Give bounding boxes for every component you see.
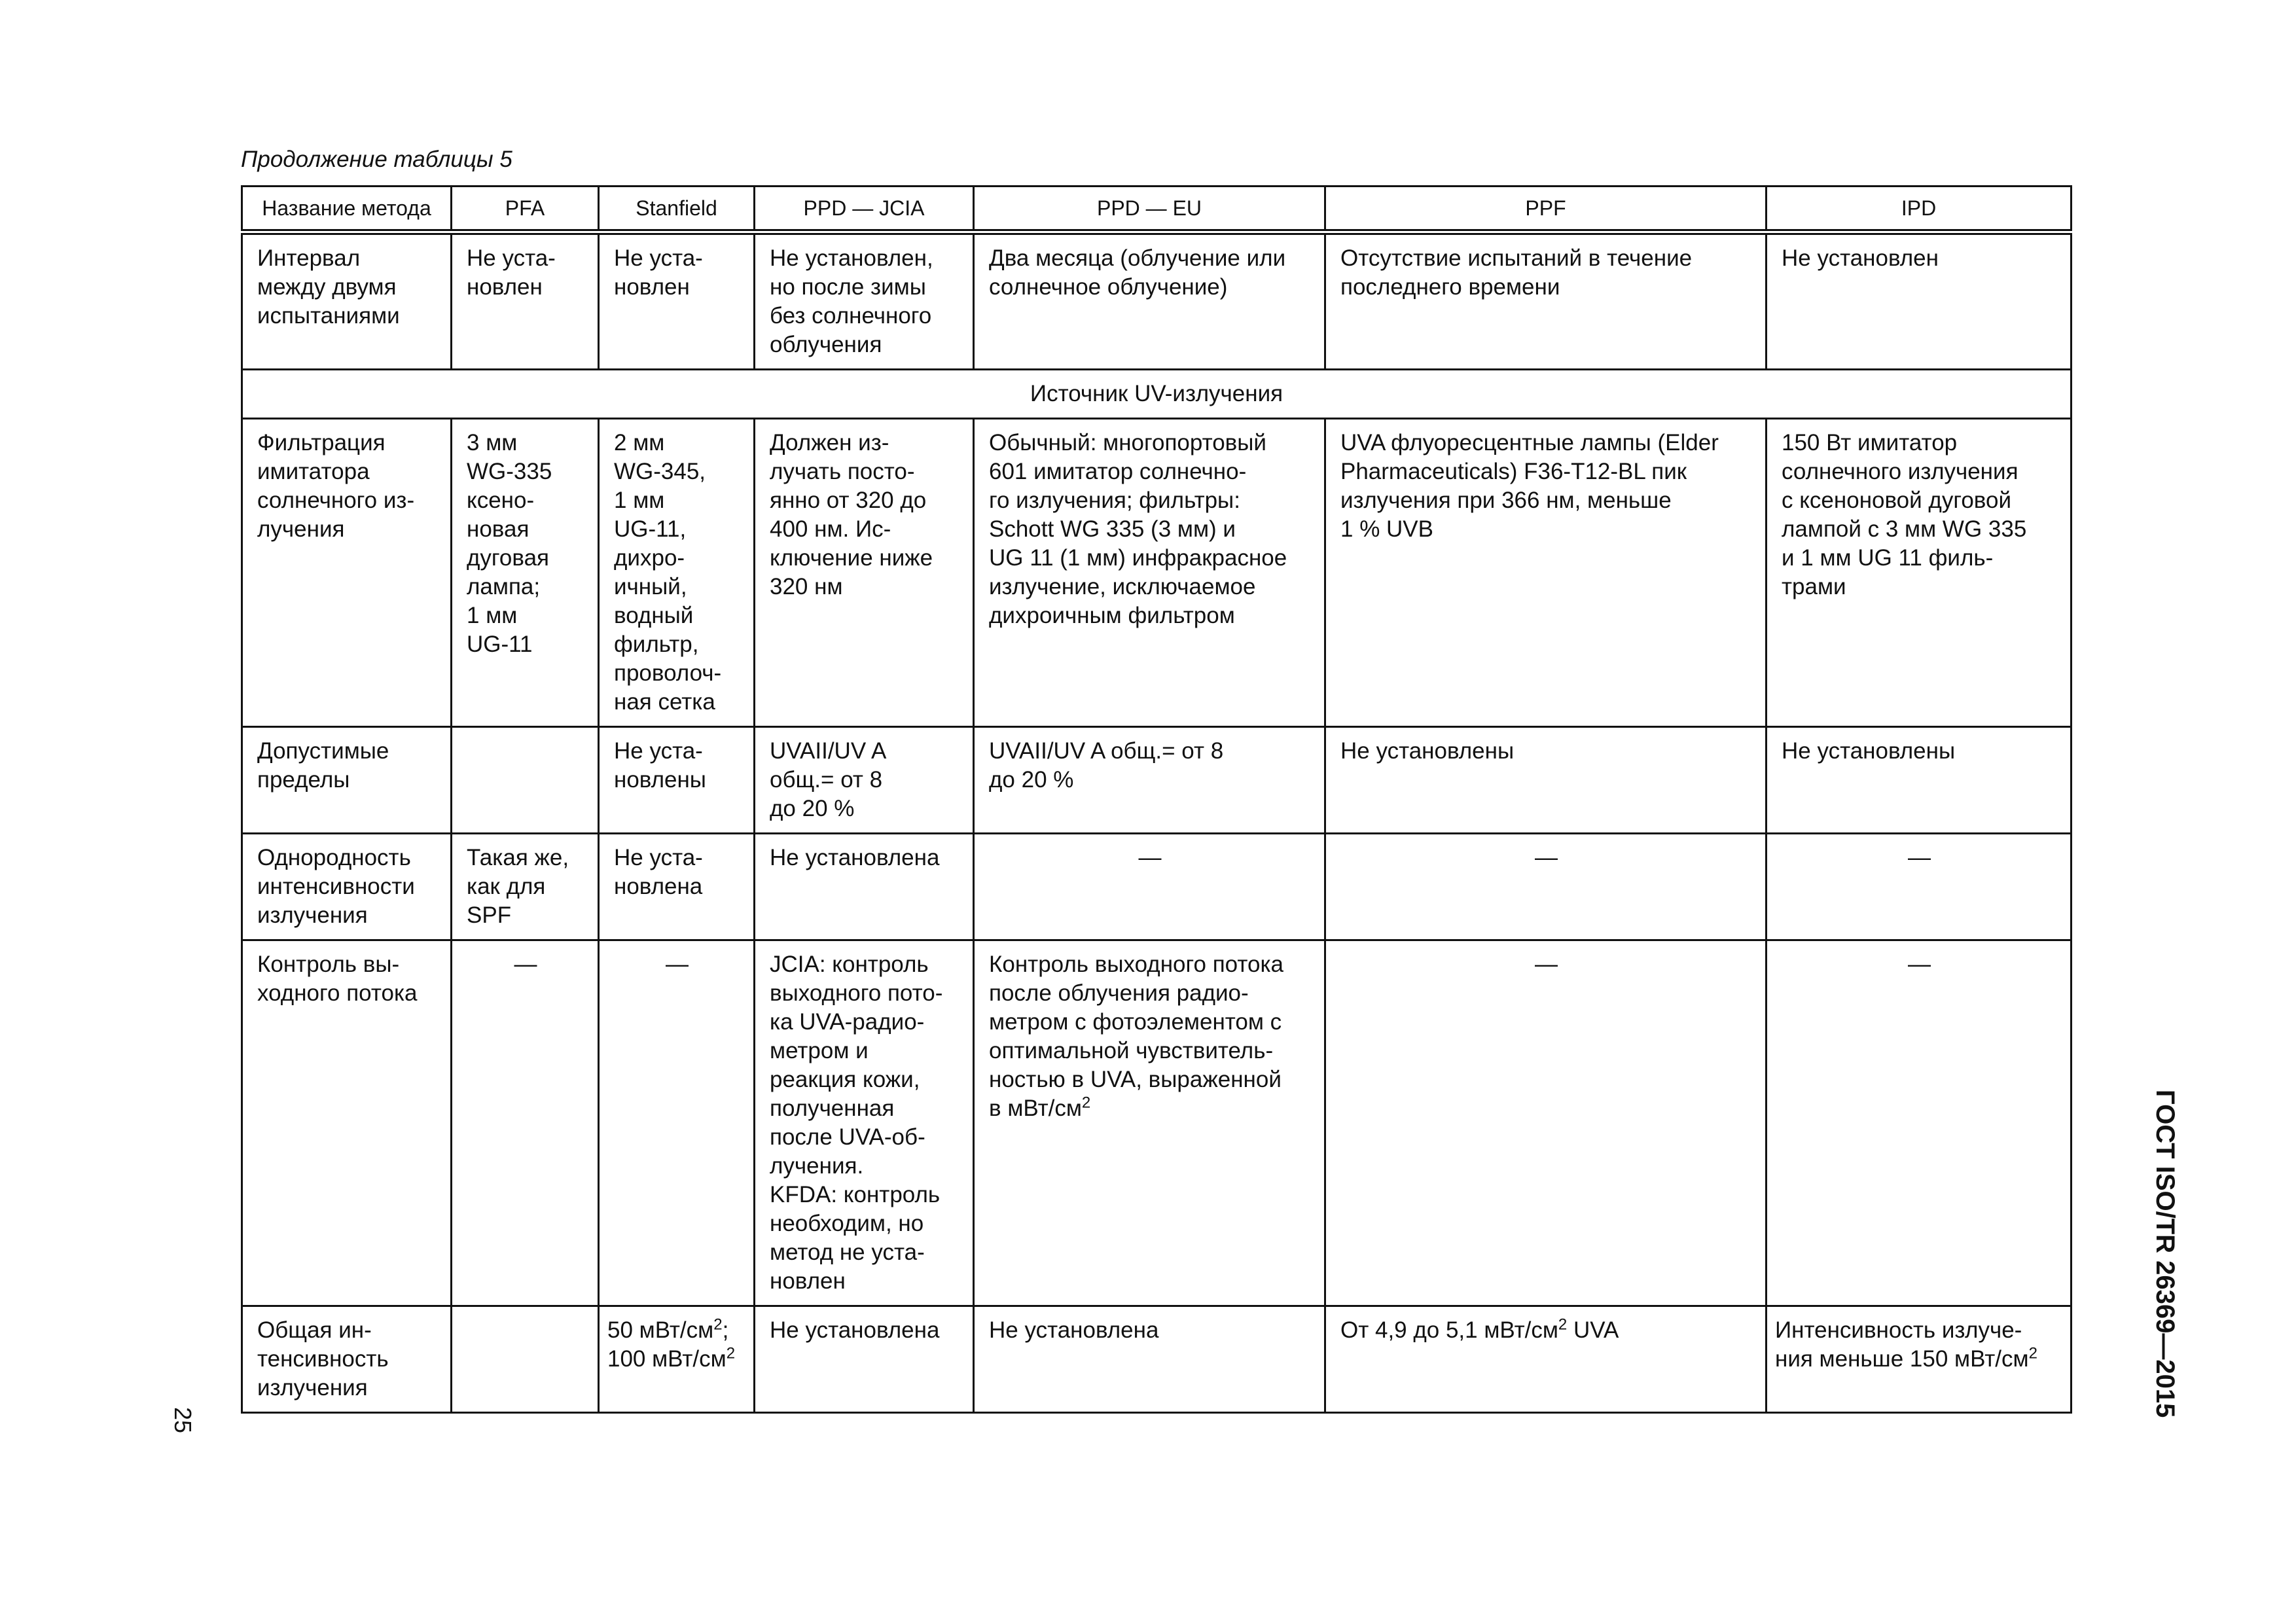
cell-text: UVA bbox=[1567, 1317, 1619, 1343]
header-ppf: PPF bbox=[1325, 187, 1767, 232]
superscript: 2 bbox=[1081, 1094, 1091, 1112]
row-label: Общая ин- тенсивность излучения bbox=[242, 1306, 452, 1413]
table-row-uniformity bbox=[242, 834, 2072, 940]
row-label: Интервал между двумя испытаниями bbox=[242, 232, 452, 370]
table-row-interval bbox=[242, 232, 2072, 370]
cell-ppf: Не установлены bbox=[1325, 727, 1767, 834]
cell-text: Интенсивность излуче- ния меньше 150 мВт/см bbox=[1775, 1317, 2029, 1372]
cell-ppf: — bbox=[1325, 834, 1767, 940]
cell-ppd-eu bbox=[974, 940, 1325, 1306]
table-row-total bbox=[242, 1306, 2072, 1413]
document-standard-title: ГОСТ ISO/TR 26369—2015 bbox=[2151, 1090, 2179, 1418]
cell-ppd-eu: Два месяца (облучение или солнечное облучение) bbox=[974, 232, 1325, 370]
table-row-filtration bbox=[242, 419, 2072, 727]
cell-pfa: Такая же, как для SPF bbox=[452, 834, 599, 940]
cell-ppd-jcia: Должен из- лучать посто- янно от 320 до 400 нм. Ис- ключение ниже 320 нм bbox=[755, 419, 974, 727]
cell-pfa: — bbox=[452, 940, 599, 1306]
cell-ppf: — bbox=[1325, 940, 1767, 1306]
superscript: 2 bbox=[1558, 1315, 1568, 1334]
cell-ppd-jcia: JCIA: контроль выходного пото- ка UVA-радио- метром и реакция кожи, полученная после UVA-об- лучения. KFDA: контроль необходим, но метод не уста- новлен bbox=[755, 940, 974, 1306]
cell-pfa bbox=[452, 727, 599, 834]
header-ppd-eu: PPD — EU bbox=[974, 187, 1325, 232]
cell-stanfield: Не уста- новлена bbox=[599, 834, 755, 940]
table-caption: Продолжение таблицы 5 bbox=[241, 147, 512, 172]
header-method-name: Название метода bbox=[242, 187, 452, 232]
table-row-limits bbox=[242, 727, 2072, 834]
cell-pfa: Не уста- новлен bbox=[452, 232, 599, 370]
superscript: 2 bbox=[713, 1315, 723, 1334]
cell-text: ; bbox=[722, 1317, 729, 1343]
row-label: Однородность интенсивности излучения bbox=[242, 834, 452, 940]
table-header-row bbox=[242, 187, 2072, 232]
header-pfa: PFA bbox=[452, 187, 599, 232]
cell-ipd bbox=[1767, 1306, 2072, 1413]
cell-text: От 4,9 до 5,1 мВт/см bbox=[1340, 1317, 1558, 1343]
cell-ppd-eu: Обычный: многопортовый 601 имитатор солнечно- го излучения; фильтры: Schott WG 335 (3 мм) и UG 11 (1 мм) инфракрасное излучение, исключаемое дихроичным фильтром bbox=[974, 419, 1325, 727]
cell-ipd: — bbox=[1767, 940, 2072, 1306]
cell-stanfield: Не уста- новлены bbox=[599, 727, 755, 834]
cell-ppd-jcia: Не установлен, но после зимы без солнечного облучения bbox=[755, 232, 974, 370]
row-label: Допустимые пределы bbox=[242, 727, 452, 834]
cell-ppd-eu: Не установлена bbox=[974, 1306, 1325, 1413]
cell-ppd-eu: UVAII/UV A общ.= от 8 до 20 % bbox=[974, 727, 1325, 834]
cell-ipd: Не установлен bbox=[1767, 232, 2072, 370]
cell-ipd: — bbox=[1767, 834, 2072, 940]
cell-ppd-jcia: UVAII/UV A общ.= от 8 до 20 % bbox=[755, 727, 974, 834]
section-title: Источник UV-излучения bbox=[242, 370, 2072, 419]
section-row bbox=[242, 370, 2072, 419]
cell-text: 100 мВт/см bbox=[607, 1346, 726, 1372]
header-ppd-jcia: PPD — JCIA bbox=[755, 187, 974, 232]
cell-stanfield bbox=[599, 1306, 755, 1413]
cell-ppf bbox=[1325, 1306, 1767, 1413]
superscript: 2 bbox=[2028, 1344, 2037, 1363]
row-label: Контроль вы- ходного потока bbox=[242, 940, 452, 1306]
superscript: 2 bbox=[726, 1344, 736, 1363]
cell-stanfield: — bbox=[599, 940, 755, 1306]
cell-stanfield: 2 мм WG-345, 1 мм UG-11, дихро- ичный, водный фильтр, проволоч- ная сетка bbox=[599, 419, 755, 727]
table-row-output bbox=[242, 940, 2072, 1306]
cell-ppd-jcia: Не установлена bbox=[755, 834, 974, 940]
row-label: Фильтрация имитатора солнечного из- лучения bbox=[242, 419, 452, 727]
header-ipd: IPD bbox=[1767, 187, 2072, 232]
page-number: 25 bbox=[170, 1407, 196, 1434]
cell-text: 50 мВт/см bbox=[607, 1317, 714, 1343]
cell-ppf: UVA флуоресцентные лампы (Elder Pharmaceuticals) F36-T12-BL пик излучения при 366 нм, меньше 1 % UVB bbox=[1325, 419, 1767, 727]
cell-stanfield: Не уста- новлен bbox=[599, 232, 755, 370]
cell-pfa: 3 мм WG-335 ксено- новая дуговая лампа; 1 мм UG-11 bbox=[452, 419, 599, 727]
cell-text: Контроль выходного потока после облучения радио- метром с фотоэлементом с оптимальной чувствитель- ностью в UVA, выраженной в мВт/см bbox=[989, 952, 1284, 1121]
cell-ppf: Отсутствие испытаний в течение последнего времени bbox=[1325, 232, 1767, 370]
cell-ipd: 150 Вт имитатор солнечного излучения с ксеноновой дуговой лампой с 3 мм WG 335 и 1 мм UG 11 филь- трами bbox=[1767, 419, 2072, 727]
header-stanfield: Stanfield bbox=[599, 187, 755, 232]
cell-ppd-eu: — bbox=[974, 834, 1325, 940]
cell-ppd-jcia: Не установлена bbox=[755, 1306, 974, 1413]
methods-table bbox=[241, 185, 2072, 1414]
cell-ipd: Не установлены bbox=[1767, 727, 2072, 834]
cell-pfa bbox=[452, 1306, 599, 1413]
